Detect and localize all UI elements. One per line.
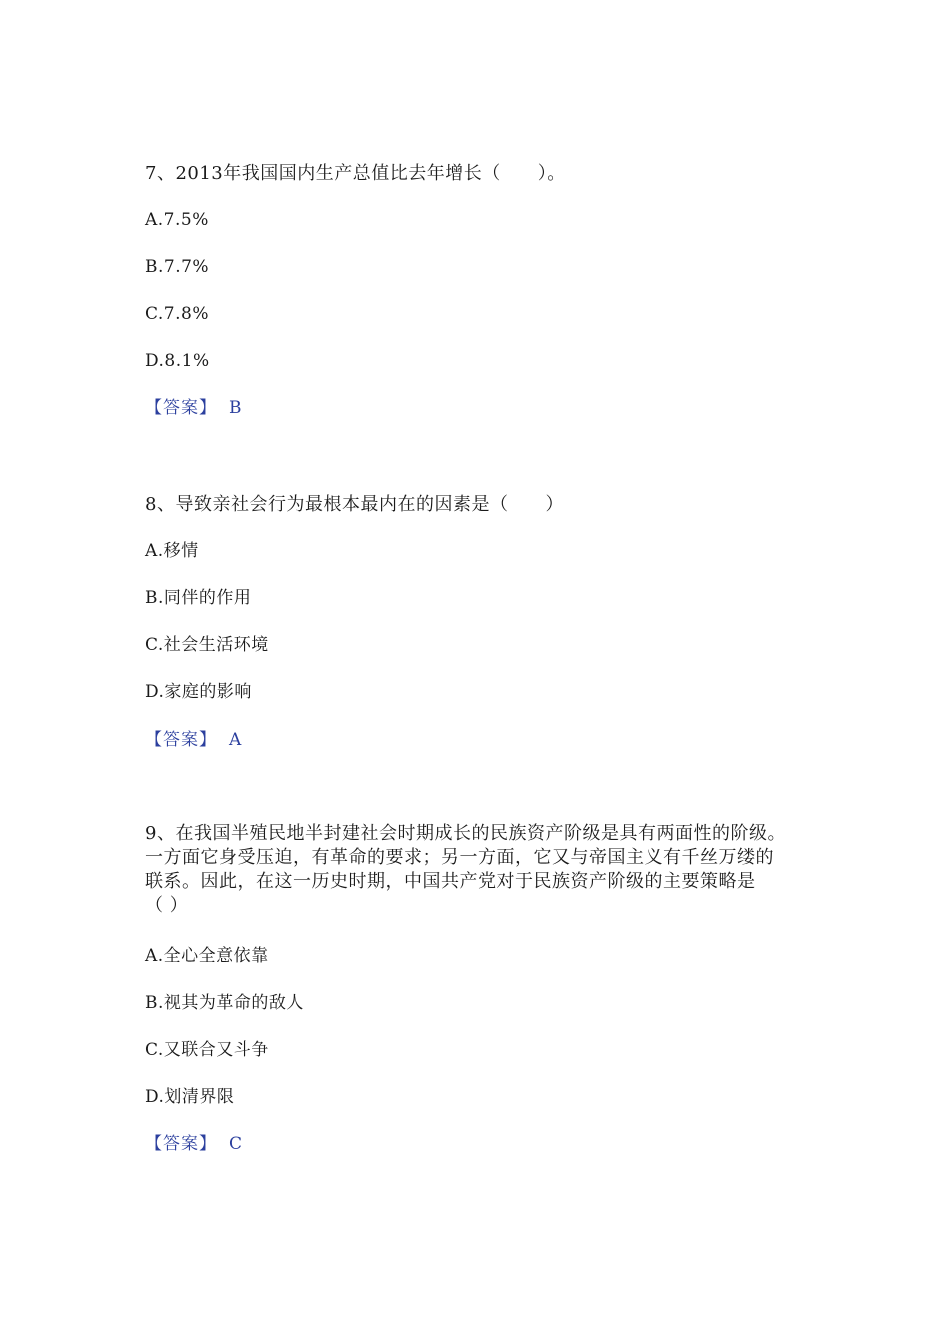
option-d: D.8.1% xyxy=(145,351,210,371)
question-stem-line: 一方面它身受压迫，有革命的要求；另一方面，它又与帝国主义有千丝万缕的 xyxy=(145,847,774,868)
answer-value: B xyxy=(229,398,242,418)
answer-value: A xyxy=(229,730,242,750)
option-d: D.划清界限 xyxy=(145,1087,235,1107)
answer-label: 【答案】 xyxy=(145,730,217,750)
answer-line xyxy=(145,397,242,419)
option-c: C.社会生活环境 xyxy=(145,635,269,655)
question-stem-line: （ ） xyxy=(145,895,189,916)
question-9 xyxy=(145,822,815,1154)
option-c: C.又联合又斗争 xyxy=(145,1040,269,1060)
question-stem: 7、2013年我国国内生产总值比去年增长（ ）。 xyxy=(145,163,566,184)
question-stem-line: 9、在我国半殖民地半封建社会时期成长的民族资产阶级是具有两面性的阶级。 xyxy=(145,823,786,844)
question-8 xyxy=(145,493,815,750)
option-b: B.同伴的作用 xyxy=(145,588,252,608)
option-b: B.7.7% xyxy=(145,257,210,277)
question-stem-line: 联系。因此，在这一历史时期，中国共产党对于民族资产阶级的主要策略是 xyxy=(145,871,756,892)
answer-value: C xyxy=(229,1134,243,1154)
question-stem: 8、导致亲社会行为最根本最内在的因素是（ ） xyxy=(145,494,564,515)
option-c: C.7.8% xyxy=(145,304,209,324)
option-a: A.全心全意依靠 xyxy=(145,946,269,966)
answer-line xyxy=(145,1133,242,1155)
question-7 xyxy=(145,162,815,418)
option-b: B.视其为革命的敌人 xyxy=(145,993,304,1013)
answer-label: 【答案】 xyxy=(145,1134,217,1154)
answer-label: 【答案】 xyxy=(145,398,217,418)
answer-line xyxy=(145,729,241,751)
option-a: A.移情 xyxy=(145,541,199,561)
option-d: D.家庭的影响 xyxy=(145,682,252,702)
option-a: A.7.5% xyxy=(145,210,209,230)
